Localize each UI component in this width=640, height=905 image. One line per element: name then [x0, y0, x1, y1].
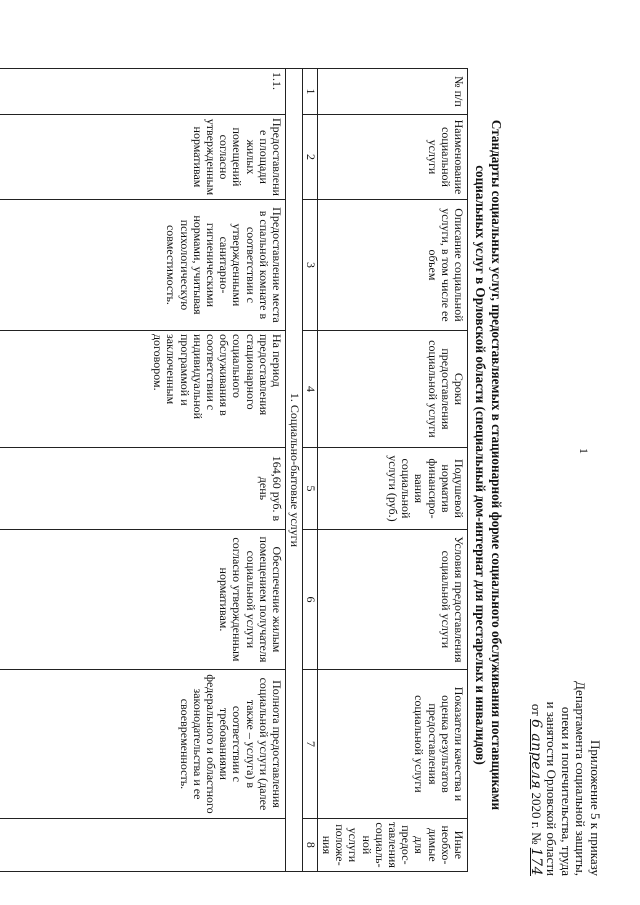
appendix-line-4: и занятости Орловской области — [544, 701, 560, 876]
appendix-line-1: Приложение 5 к приказу — [588, 739, 603, 876]
header-cell: Показатели качества и оценка результатов предоставления социальной услуги — [317, 669, 467, 818]
section-row — [285, 69, 302, 872]
column-number-row — [302, 69, 317, 872]
header-cell: Иные необхо-димые для предос-тавления социаль-ной услуги положе-ния — [317, 818, 467, 871]
year-label: 2020 г. № — [528, 792, 544, 845]
header-cell: Условия предоставления социальной услуги — [317, 529, 467, 669]
column-number: 6 — [302, 529, 317, 669]
column-number: 4 — [302, 330, 317, 447]
date-prefix: от — [528, 703, 544, 716]
appendix-line-3: опеки и попечительства, труда — [558, 706, 574, 876]
section-title: 1. Социально-бытовые услуги — [285, 69, 302, 872]
handwritten-date: 6 апреля — [527, 719, 544, 790]
header-cell: Описание социальной услуги, в том числе ее объем — [317, 199, 467, 330]
service-quality: Полнота предоставления социальной услуги (далее также – услуга) в соответствии с требованиями федерального и областного законодательства и ее своевременность. — [0, 669, 285, 818]
column-number: 2 — [302, 115, 317, 200]
row-number: 1.1. — [0, 69, 285, 115]
document-title-line-2: социальных услуг в Орловской области (специальный дом-интернат для престарелых и инвалидов) — [473, 165, 488, 765]
service-conditions: Обеспечение жилым помещением получателя социальной услуги согласно утвержденным нормативам. — [0, 529, 285, 669]
appendix-line-2: Департамента социальной защиты, — [573, 681, 589, 876]
header-row — [317, 69, 467, 872]
service-other — [0, 818, 285, 871]
document-title-line-1: Стандарты социальных услуг, предоставляемых в стационарной форме социального обслуживания поставщиками — [489, 119, 504, 811]
appendix-date-line — [527, 666, 543, 876]
column-number: 3 — [302, 199, 317, 330]
table-row — [0, 69, 285, 872]
service-norm: 164,60 руб. в день — [0, 447, 285, 529]
service-description: Предоставление места в спальной комнате в соответствии с утвержденными санитарно-гигиеническими нормами, учитывая психологическую совместимость. — [0, 199, 285, 330]
header-cell: Сроки предоставления социальной услуги — [317, 330, 467, 447]
header-cell: Подушевой норматив финансиро-вания социальной услуги (руб.) — [317, 447, 467, 529]
service-name: Предоставлени е площади жилых помещений согласно утвержденным нормативам — [0, 115, 285, 200]
standards-table — [0, 68, 468, 872]
column-number: 1 — [302, 69, 317, 115]
column-number: 8 — [302, 818, 317, 871]
header-cell: № п/п — [317, 69, 467, 115]
appendix-block — [527, 666, 602, 876]
page-number: 1 — [577, 448, 591, 454]
column-number: 7 — [302, 669, 317, 818]
header-cell: Наименование социальной услуги — [317, 115, 467, 200]
column-number: 5 — [302, 447, 317, 529]
service-term: На период предоставления стационарного социального обслуживания в соответствии с индивидуальной программой и заключенным договором. — [0, 330, 285, 447]
handwritten-number: 174 — [527, 847, 544, 876]
